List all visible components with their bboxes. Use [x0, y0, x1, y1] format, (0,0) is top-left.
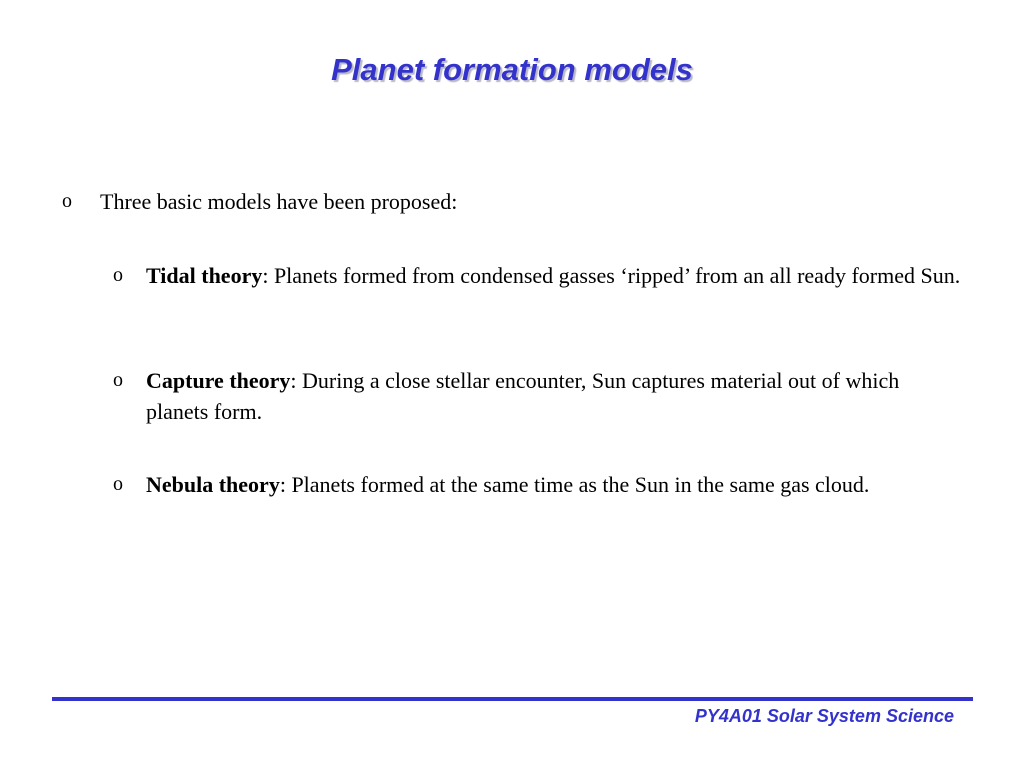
- sub-bullet-marker: o: [113, 369, 123, 391]
- footer-course-title: PY4A01 Solar System Science: [694, 706, 954, 726]
- term-capture-theory: Capture theory: [146, 368, 291, 393]
- sub-bullet-capture-theory: [146, 365, 966, 427]
- sub-bullet-nebula-theory: [146, 469, 966, 500]
- sub-bullet-tidal-theory: [146, 260, 966, 291]
- bullet-marker: o: [62, 190, 72, 212]
- term-nebula-theory: Nebula theory: [146, 472, 280, 497]
- term-tidal-theory: Tidal theory: [146, 263, 263, 288]
- sub-bullet-marker: o: [113, 473, 123, 495]
- description-nebula-theory: : Planets formed at the same time as the Sun in the same gas cloud.: [279, 472, 870, 497]
- description-tidal-theory: : Planets formed from condensed gasses ‘ripped’ from an all ready formed Sun.: [262, 263, 961, 288]
- bullet-intro: Three basic models have been proposed:: [100, 189, 458, 214]
- slide-title: Planet formation models: [331, 52, 693, 87]
- description-capture-theory: : During a close stellar encounter, Sun captures material out of which planets form.: [146, 368, 900, 424]
- footer-divider: [52, 697, 973, 701]
- sub-bullet-marker: o: [113, 264, 123, 286]
